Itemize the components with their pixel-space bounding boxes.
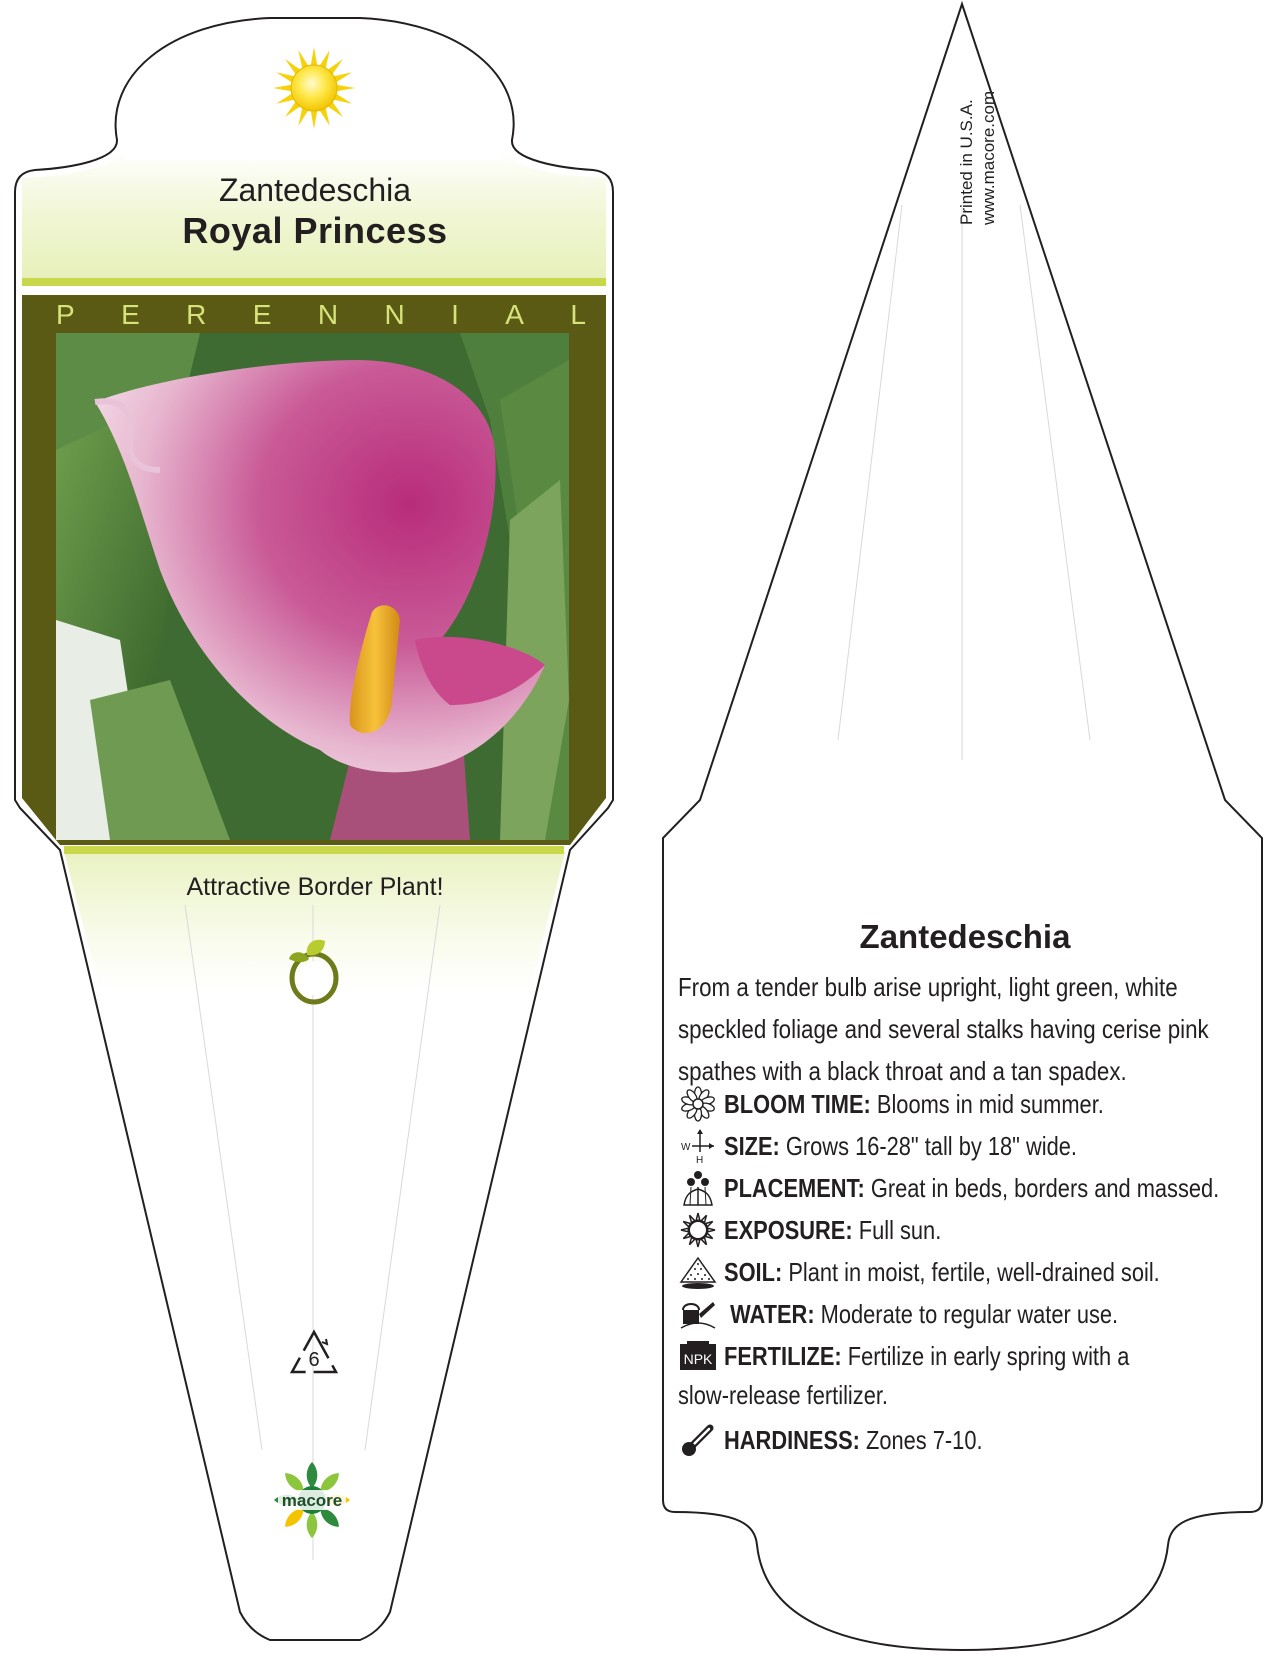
care-label: EXPOSURE: xyxy=(724,1214,853,1245)
category-band xyxy=(18,293,608,337)
care-row-hardiness xyxy=(678,1420,1032,1460)
category-letter: L xyxy=(570,299,586,330)
tagline: Attractive Border Plant! xyxy=(186,873,444,901)
care-label: BLOOM TIME: xyxy=(724,1088,871,1119)
care-text: Blooms in mid summer. xyxy=(876,1088,1104,1119)
npk-icon xyxy=(678,1336,718,1376)
plant-description: From a tender bulb arise upright, light green, white speckled foliage and several stalks having cerise pink spathes with a black throat and a tan spadex. xyxy=(678,972,1209,1086)
size-arrows-icon xyxy=(678,1126,718,1166)
category-letter: R xyxy=(186,299,207,330)
calla-lily-photo xyxy=(56,333,569,840)
care-text: Grows 16-28" tall by 18" wide. xyxy=(785,1130,1077,1161)
macore-logo xyxy=(272,1460,352,1540)
soil-icon xyxy=(678,1252,718,1292)
watering-can-icon xyxy=(678,1294,718,1334)
care-row-exposure xyxy=(678,1210,983,1250)
care-text: Full sun. xyxy=(858,1214,942,1245)
svg-text:W: W xyxy=(681,1142,691,1153)
back-heading: Zantedeschia xyxy=(859,918,1071,955)
care-label: FERTILIZE: xyxy=(724,1340,842,1371)
printed-line-2: www.macore.com xyxy=(979,90,998,225)
fertilize-continued: slow-release fertilizer. xyxy=(678,1380,888,1410)
bulb-icon xyxy=(285,935,345,1005)
care-row-size xyxy=(678,1126,1144,1166)
front-title-cultivar: Royal Princess xyxy=(182,210,448,251)
flower-icon xyxy=(678,1084,718,1124)
care-label: SIZE: xyxy=(724,1130,780,1161)
care-label: HARDINESS: xyxy=(724,1424,860,1455)
care-text: Great in beds, borders and massed. xyxy=(870,1172,1220,1203)
category-letter: E xyxy=(252,299,272,330)
category-letter: I xyxy=(451,299,459,330)
category-letter: P xyxy=(56,299,75,330)
brand-name: macore xyxy=(281,1491,343,1510)
care-label: WATER: xyxy=(730,1298,815,1329)
care-row-bloom-time xyxy=(678,1084,1176,1124)
printed-line-1: Printed in U.S.A. xyxy=(957,99,976,225)
care-row-fertilize xyxy=(678,1336,1207,1376)
sun-icon xyxy=(271,45,357,131)
thermometer-icon xyxy=(678,1420,718,1460)
svg-text:H: H xyxy=(696,1155,704,1164)
care-text: Plant in moist, fertile, well-drained soil. xyxy=(788,1256,1160,1287)
care-text: Zones 7-10. xyxy=(865,1424,983,1455)
sun-outline-icon xyxy=(678,1210,718,1250)
category-letter: N xyxy=(317,299,339,330)
placement-plants-icon xyxy=(678,1168,718,1208)
category-letter: N xyxy=(384,299,405,330)
recycle-icon xyxy=(286,1328,342,1380)
care-label: SOIL: xyxy=(724,1256,783,1287)
svg-text:NPK: NPK xyxy=(683,1351,713,1367)
front-title-genus: Zantedeschia xyxy=(218,172,412,208)
care-row-soil xyxy=(678,1252,1243,1292)
printed-in-usa xyxy=(944,60,1014,230)
recycle-number: 6 xyxy=(308,1349,320,1371)
care-row-placement xyxy=(678,1168,1277,1208)
care-text: Fertilize in early spring with a xyxy=(847,1340,1130,1371)
care-row-water xyxy=(678,1294,1193,1334)
category-letter: E xyxy=(121,299,140,330)
category-letter: A xyxy=(505,299,524,330)
care-text: Moderate to regular water use. xyxy=(820,1298,1119,1329)
care-label: PLACEMENT: xyxy=(724,1172,865,1203)
